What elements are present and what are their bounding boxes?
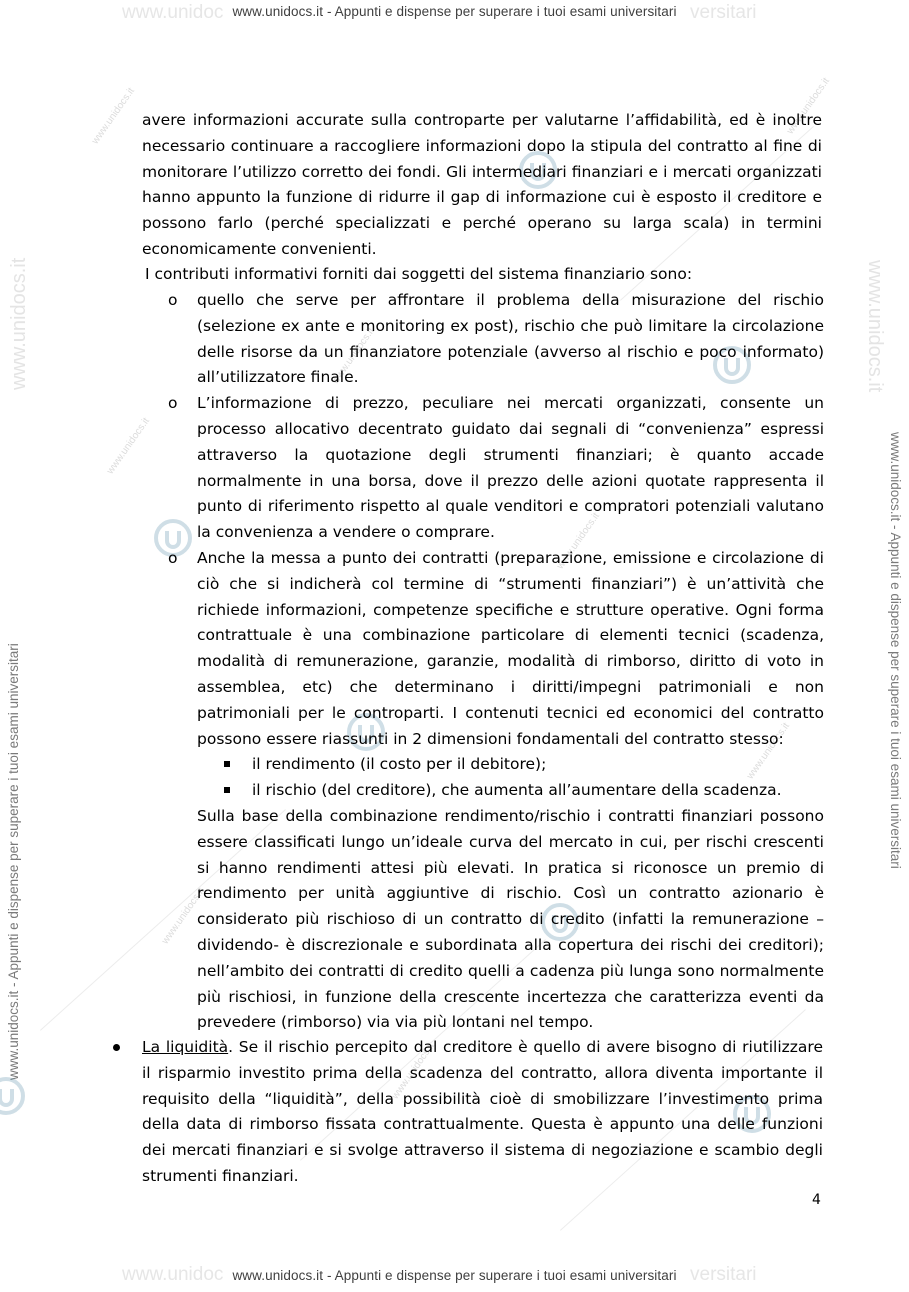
list-marker: o [168,291,178,309]
watermark-header: www.unidocs.it - Appunti e dispense per superare i tuoi esami universitari [232,4,677,19]
page-number: 4 [812,1192,821,1208]
liquidity-title: La liquidità [142,1038,229,1056]
watermark-diagonal-text: www.unidocs.it [330,325,377,387]
watermark-side-right: www.unidocs.it - Appunti e dispense per superare i tuoi esami universitari [888,432,903,869]
list-item [168,391,824,546]
watermark-side-left: www.unidocs.it - Appunti e dispense per superare i tuoi esami universitari [6,643,21,1080]
watermark-ghost-text: www.unidoc [122,2,224,23]
watermark-edge-text: www.unidocs.it [864,260,886,393]
watermark-ghost-text: www.unidoc [122,1264,224,1285]
list-item-text: L’informazione di prezzo, peculiare nei mercati organizzati, consente un processo allocativo decentrato guidato dai segnali di “convenienza” espressi attraverso la quotazione degli strumenti finanziari; è quanto accade normalmente in una borsa, dove il prezzo delle azioni quotate rappresenta il punto di riferimento rispetto al quale venditori e compratori potenziali valutano la convenienza a vendere o comprare. [197,394,824,542]
contract-dimensions-list [197,752,824,804]
watermark-edge-text: www.unidocs.it [8,257,30,390]
informative-contributions-list [168,288,824,1036]
liquidity-bullet [113,1035,823,1190]
unidocs-logo-icon [0,1076,26,1116]
square-bullet-icon [224,787,230,793]
square-list-item [224,778,824,804]
watermark-ghost-text: versitari [690,2,757,23]
watermark-diagonal-text: www.unidocs.it [785,75,832,137]
watermark-diagonal-text: www.unidocs.it [105,415,152,477]
square-bullet-icon [224,761,230,767]
liquidity-text-block [113,1035,823,1190]
list-item [168,546,824,1036]
list-marker: o [168,548,178,567]
list-item-text: quello che serve per affrontare il problema della misurazione del rischio (selezione ex ante e monitoring ex post), rischio che può limitare la circolazione delle risorse da un finanziatore potenziale (avverso al rischio e poco informato) all’utilizzatore finale. [197,291,824,387]
list-marker: o [168,394,178,413]
bullet-icon [113,1044,120,1051]
square-list-item-text: il rischio (del creditore), che aumenta all’aumentare della scadenza. [252,781,782,800]
square-list-item-text: il rendimento (il costo per il debitore); [252,755,547,774]
risk-return-paragraph: Sulla base della combinazione rendimento/rischio i contratti finanziari possono essere classificati lungo un’ideale curva del mercato in cui, per rischi crescenti si hanno rendimenti attesi più elevati. In pratica si riconosce un premio di rendimento per unità aggiuntive di rischio. Così un contratto azionario è considerato più rischioso di un contratto di credito (infatti la remunerazione –dividendo- è discrezionale e subordinata alla copertura dei rischi dei creditori); nell’ambito dei contratti di credito quelli a cadenza più lunga sono normalmente più rischiosi, in funzione della crescente incertezza che caratterizza eventi da prevedere (rimborso) via via più lontani nel tempo. [197,806,824,1032]
watermark-diagonal-text: www.unidocs.it [555,510,602,572]
watermark-diagonal-text: www.unidocs.it [160,885,207,947]
watermark-diagonal-text: www.unidocs.it [90,85,137,147]
watermark-diagonal-text: www.unidocs.it [390,1040,437,1102]
liquidity-text: . Se il rischio percepito dal creditore è quello di avere bisogno di riutilizzare il risparmio investito prima della scadenza del contratto, allora diventa importante il requisito della “liquidità”, della possibilità cioè di smobilizzare l’investimento prima della data di rimborso fissata contrattualmente. Questa è appunto una delle funzioni dei mercati finanziari e si svolge attraverso il sistema di negoziazione e scambio degli strumenti finanziari. [142,1038,823,1185]
list-intro: I contributi informativi forniti dai soggetti del sistema finanziario sono: [145,265,693,283]
watermark-ghost-text: versitari [690,1264,757,1285]
watermark-diagonal-text: www.unidocs.it [745,720,792,782]
square-list-item [224,752,824,778]
paragraph-information-intermediaries: avere informazioni accurate sulla controparte per valutarne l’affidabilità, ed è inoltre necessario continuare a raccogliere informazioni dopo la stipula del contratto al fine di monitorare l’utilizzo corretto dei fondi. Gli intermediari finanziari e i mercati organizzati hanno appunto la funzione di ridurre il gap di informazione cui è esposto il creditore e possono farlo (perché specializzati e perché operano su larga scala) in termini economicamente convenienti. [142,111,822,258]
list-item [168,288,824,391]
list-item-text: Anche la messa a punto dei contratti (preparazione, emissione e circolazione di ciò che si indicherà col termine di “strumenti finanziari”) è un’attività che richiede informazioni, competenze specifiche e strutture operative. Ogni forma contrattuale è una combinazione particolare di elementi tecnici (scadenza, modalità di remunerazione, garanzie, modalità di rimborso, diritto di voto in assemblea, etc) che determinano i diritti/impegni patrimoniali e non patrimoniali per le controparti. I contenuti tecnici ed economici del contratto possono essere riassunti in 2 dimensioni fondamentali del contratto stesso: [197,548,824,748]
watermark-footer: www.unidocs.it - Appunti e dispense per superare i tuoi esami universitari [232,1268,677,1283]
